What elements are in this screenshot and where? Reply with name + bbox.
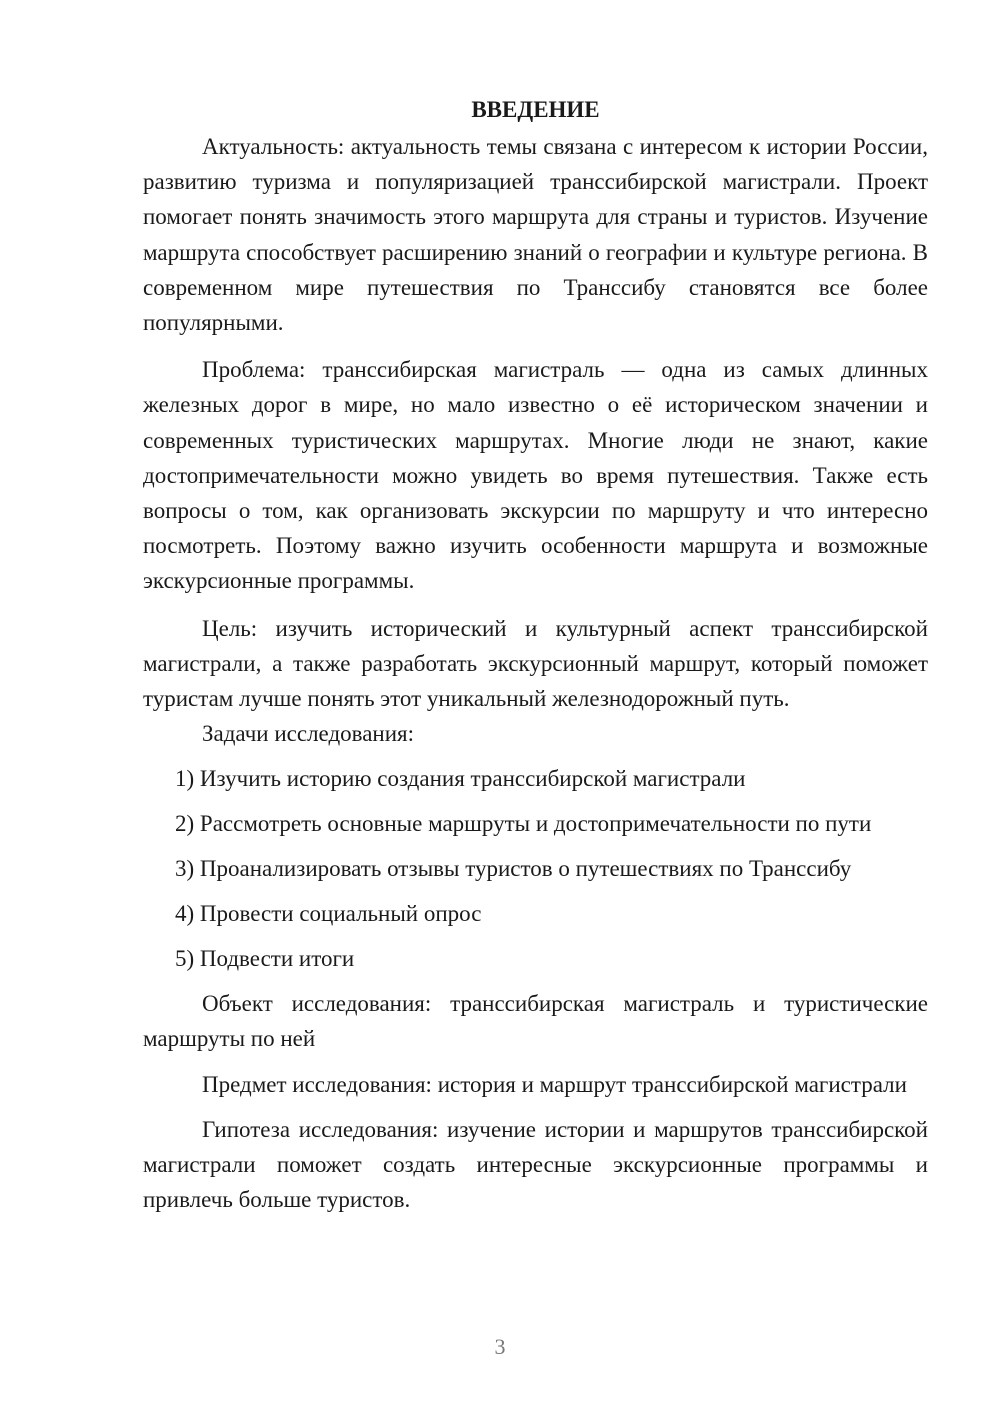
task-item: 2) Рассмотреть основные маршруты и достопримечательности по пути: [175, 811, 872, 837]
hypothesis-paragraph: Гипотеза исследования: изучение истории и маршрутов транссибирской магистрали поможет создать интересные экскурсионные программы и привлечь больше туристов.: [143, 1116, 928, 1213]
problem-paragraph: Проблема: транссибирская магистраль — одна из самых длинных железных дорог в мире, но мало известно о её историческом значении и современных туристических маршрутах. Многие люди не знают, какие достопримечательности можно увидеть во время путешествия. Также есть вопросы о том, как организовать экскурсии по маршруту и что интересно посмотреть. Поэтому важно изучить особенности маршрута и возможные экскурсионные программы.: [143, 357, 928, 594]
goal-paragraph: Цель: изучить исторический и культурный аспект транссибирской магистрали, а также разработать экскурсионный маршрут, который поможет туристам лучше понять этот уникальный железнодорожный путь.: [143, 615, 928, 712]
page-title: ВВЕДЕНИЕ: [471, 97, 600, 122]
tasks-list: [143, 761, 928, 976]
tasks-heading: Задачи исследования:: [202, 721, 415, 747]
task-item: 1) Изучить историю создания транссибирской магистрали: [175, 766, 746, 792]
page-number: 3: [494, 1334, 506, 1359]
task-item: 5) Подвести итоги: [175, 946, 355, 972]
page-content: [143, 92, 928, 1217]
task-item: 3) Проанализировать отзывы туристов о путешествиях по Транссибу: [175, 856, 852, 882]
subject-paragraph: Предмет исследования: история и маршрут транссибирской магистрали: [202, 1071, 907, 1097]
object-paragraph: Объект исследования: транссибирская магистраль и туристические маршруты по ней: [143, 991, 928, 1052]
task-item: 4) Провести социальный опрос: [175, 901, 482, 927]
relevance-paragraph: Актуальность: актуальность темы связана с интересом к истории России, развитию туризма и популяризацией транссибирской магистрали. Проект помогает понять значимость этого маршрута для страны и туристов. Изучение маршрута способствует расширению знаний о географии и культуре региона. В современном мире путешествия по Транссибу становятся все более популярными.: [143, 134, 928, 336]
